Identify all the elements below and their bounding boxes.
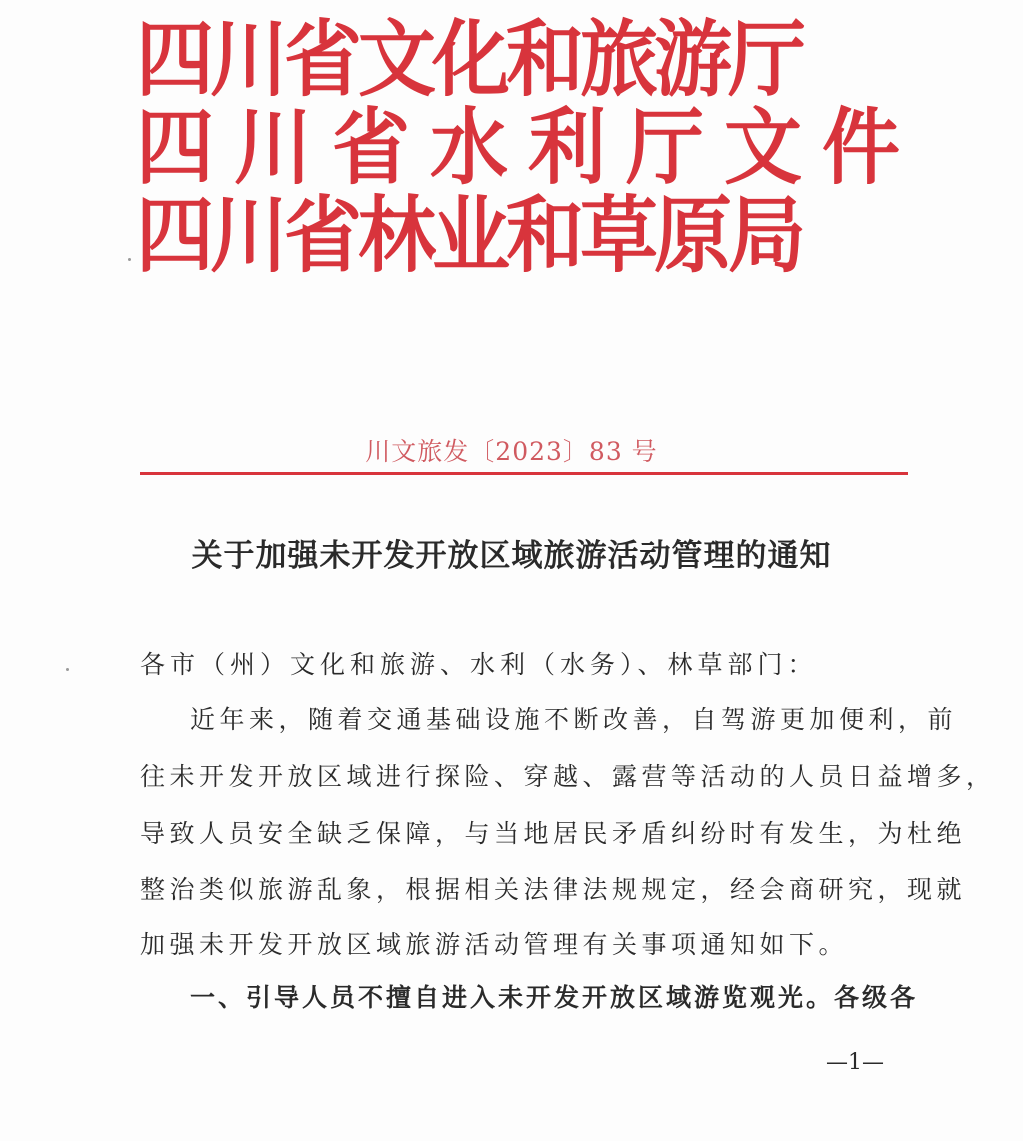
paragraph-line: 往未开发开放区域进行探险、穿越、露营等活动的人员日益增多， xyxy=(140,762,996,791)
paragraph-line: 加强未开发开放区域旅游活动管理有关事项通知如下。 xyxy=(140,930,849,959)
red-divider-line xyxy=(140,472,908,475)
paragraph-line: 近年来，随着交通基础设施不断改善，自驾游更加便利，前 xyxy=(190,705,958,734)
scan-speck xyxy=(128,258,131,261)
section-heading-1: 一、引导人员不擅自进入未开发开放区域游览观光。各级各 xyxy=(190,983,919,1012)
masthead-line-1: 四川省文化和旅游厅 xyxy=(136,12,803,109)
red-masthead xyxy=(136,12,921,285)
masthead-line-2: 四川省水利厅文件 xyxy=(136,100,921,197)
salutation: 各市（州）文化和旅游、水利（水务）、林草部门： xyxy=(140,650,818,679)
paragraph-line: 导致人员安全缺乏保障，与当地居民矛盾纠纷时有发生，为杜绝 xyxy=(140,819,967,848)
scan-speck xyxy=(66,668,69,671)
paragraph-line: 整治类似旅游乱象，根据相关法律法规规定，经会商研究，现就 xyxy=(140,875,967,904)
masthead-line-3: 四川省林业和草原局 xyxy=(136,188,803,285)
page-number: —1— xyxy=(826,1050,884,1075)
document-number: 川文旅发〔2023〕83 号 xyxy=(365,437,658,466)
document-title: 关于加强未开发开放区域旅游活动管理的通知 xyxy=(191,538,832,574)
